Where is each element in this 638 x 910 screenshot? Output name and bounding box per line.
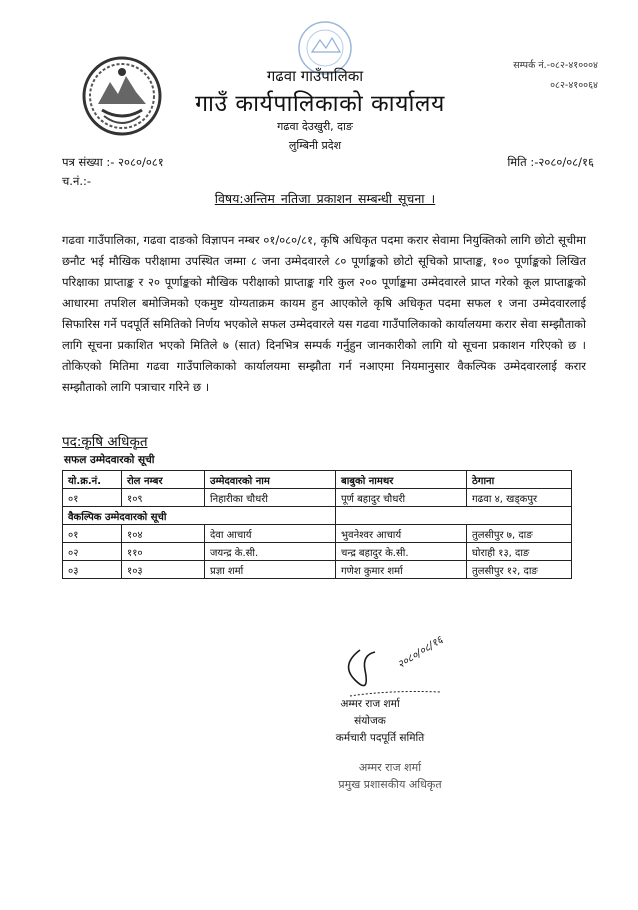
cell-address: घोराही १३, दाङ [467, 543, 572, 561]
dispatch-number: च.नं.:- [62, 174, 92, 188]
cell-serial: ०१ [63, 525, 122, 543]
header-roll: रोल नम्बर [122, 471, 205, 489]
municipality-name: गढवा गाउँपालिका [266, 67, 364, 85]
stamp-name: अम्मर राज शर्मा [358, 761, 422, 774]
alternate-title-spacer [336, 507, 572, 525]
header-serial: यो.क्र.नं. [63, 471, 122, 489]
cell-roll: ११० [122, 543, 205, 561]
notice-body: गढवा गाउँपालिका, गढवा दाङको विज्ञापन नम्बर ०१/०८०/८१, कृषि अधिकृत पदमा करार सेवामा नियुक्तिको लागि छोटो सूचीमा छनौट भई मौखिक परीक्षामा उपस्थित जम्मा ८ जना उम्मेदवारले ८० पूर्णाङ्कको छोटो सूचिको प्राप्ताङ्क, १०० पूर्णाङ्कको लिखित परिक्षाका प्राप्ताङ्क र २० पूर्णाङ्कको मौखिक परीक्षाको प्राप्ताङ्क गरि कुल २०० पूर्णाङ्कमा उम्मेदवारले प्राप्त गरेको कूल प्राप्ताङ्कको आधारमा तपशिल बमोजिमको एकमुष्ट योग्यताक्रम कायम हुन आएकोले कृषि अधिकृत पदमा सफल १ जना उम्मेदवारलाई सिफारिस गर्ने पदपूर्ति समितिको निर्णय भएकोले सफल उम्मेदवारले यस गढवा गाउँपालिकाको कार्यालयमा करार सेवा सम्झौताको लागि सूचना प्रकाशित भएको मितिले ७ (सात) दिनभित्र सम्पर्क गर्नुहुन जानकारीको लागि यो सूचना प्रकाशन गरिएको छ । तोकिएको मितिमा गढवा गाउँपालिकाको कार्यालयमा सम्झौता गर्न नआएमा नियमानुसार वैकल्पिक उम्मेदवारलाई करार सम्झौताको लागि पत्राचार गरिने छ । [62, 233, 586, 394]
alternate-list-title: वैकल्पिक उम्मेदवारको सूची [63, 507, 336, 525]
cell-candidate-name: देवा आचार्य [205, 525, 336, 543]
table-row [63, 525, 572, 543]
subject-line: विषय:अन्तिम नतिजा प्रकाशन सम्बन्धी सूचना । [214, 191, 436, 206]
signatory-role: संयोजक [354, 715, 386, 727]
header-father-name: बाबुको नामथर [336, 471, 467, 489]
cell-serial: ०३ [63, 561, 122, 579]
header-candidate-name: उम्मेदवारको नाम [205, 471, 336, 489]
signatory-committee: कर्मचारी पदपूर्ति समिति [335, 732, 425, 744]
cell-father-name: पूर्ण बहादुर चौधरी [336, 489, 467, 507]
cell-father-name: चन्द्र बहादुर के.सी. [336, 543, 467, 561]
cell-father-name: भुवनेश्वर आचार्य [336, 525, 467, 543]
results-table [62, 470, 572, 579]
header-address: ठेगाना [467, 471, 572, 489]
success-list-title: सफल उम्मेदवारको सूची [64, 454, 155, 466]
signature-handwritten-date: २०८०/०८/१६ [395, 633, 445, 672]
cell-address: तुलसीपुर १२, दाङ [467, 561, 572, 579]
table-row [63, 543, 572, 561]
table-row [63, 561, 572, 579]
reference-number: पत्र संख्या :- २०८०/०८१ [62, 155, 164, 169]
cell-roll: १०९ [122, 489, 205, 507]
cell-father-name: गणेश कुमार शर्मा [336, 561, 467, 579]
cell-candidate-name: निहारीका चौधरी [205, 489, 336, 507]
office-address: गढवा देउखुरी, दाङ [277, 120, 353, 133]
cell-address: तुलसीपुर ७, दाङ [467, 525, 572, 543]
post-title: पद:कृषि अधिकृत [62, 434, 148, 450]
office-name: गाउँ कार्यपालिकाको कार्यालय [195, 91, 445, 117]
cell-candidate-name: जयन्द्र के.सी. [205, 543, 336, 561]
stamp-title: प्रमुख प्रशासकीय अधिकृत [338, 778, 442, 791]
cell-roll: १०४ [122, 525, 205, 543]
cell-candidate-name: प्रज्ञा शर्मा [205, 561, 336, 579]
table-row [63, 489, 572, 507]
cell-serial: ०२ [63, 543, 122, 561]
letter-date: मिति :-२०८०/०८/१६ [507, 155, 594, 169]
alternate-list-title-row [63, 507, 572, 525]
province-name: लुम्बिनी प्रदेश [288, 139, 342, 152]
contact-phone-2: ०८२-४१००६४ [550, 80, 598, 91]
signatory-name: अम्मर राज शर्मा [340, 698, 400, 710]
nepal-emblem-icon [80, 54, 164, 138]
cell-address: गढवा ४, खड्कपुर [467, 489, 572, 507]
cell-roll: १०३ [122, 561, 205, 579]
cell-serial: ०१ [63, 489, 122, 507]
table-header-row [63, 471, 572, 489]
contact-phone-1: सम्पर्क नं.-०८२-४१०००४ [513, 60, 598, 71]
